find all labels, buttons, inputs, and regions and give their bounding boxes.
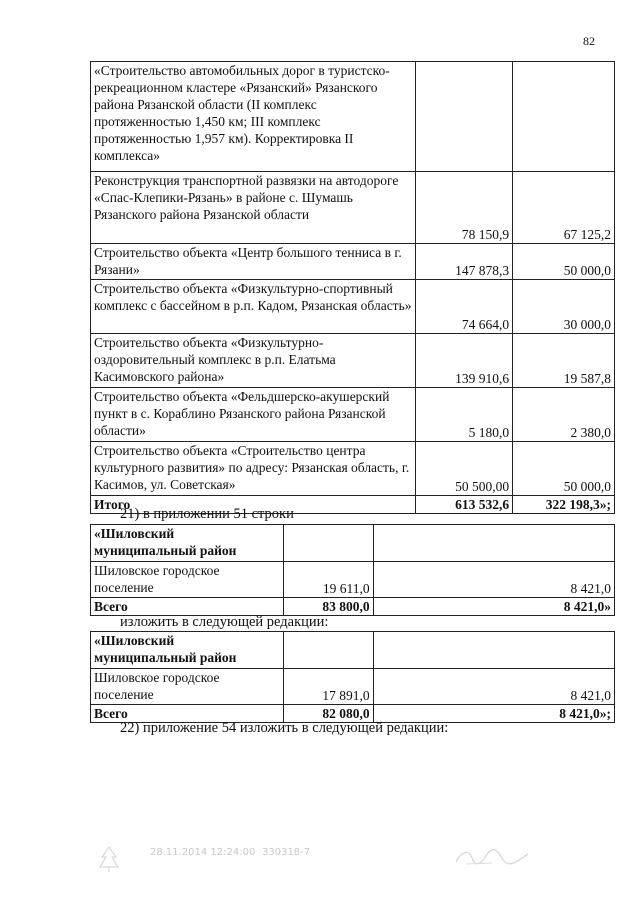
district-header: «Шиловский муниципальный район [91, 525, 284, 562]
value-cell-1: 19 611,0 [283, 562, 373, 598]
total-value-1: 613 532,6 [416, 496, 513, 514]
table-row [91, 562, 615, 598]
total-label: Итого [91, 496, 416, 514]
value-cell-2: 50 000,0 [513, 244, 615, 280]
footer-code: 330318-7 [262, 847, 311, 858]
table-row [91, 172, 615, 244]
object-name-cell: Строительство объекта «Физкультурно-оздоровительный комплекс в р.п. Елатьма Касимовского района» [91, 334, 416, 388]
value-cell-2: 67 125,2 [513, 172, 615, 244]
paragraph-21: 21) в приложении 51 строки [120, 506, 294, 522]
object-name-cell: Строительство объекта «Строительство центра культурного развития» по адресу: Рязанская область, г. Касимов, ул. Советская» [91, 442, 416, 496]
appendix-table-main [90, 61, 615, 514]
settlement-name: Шиловское городское поселение [91, 562, 284, 598]
value-cell-2: 19 587,8 [513, 334, 615, 388]
table-header-row [91, 632, 615, 669]
value-cell-2: 30 000,0 [513, 280, 615, 334]
footer-date: 28.11.2014 12:24:00 [150, 847, 256, 858]
table-header-row [91, 525, 615, 562]
value-cell-1: 147 878,3 [416, 244, 513, 280]
value-cell-1: 139 910,6 [416, 334, 513, 388]
object-name-cell: «Строительство автомобильных дорог в туристско-рекреационном кластере «Рязанский» Рязанского района Рязанской области (II комплекс протяженностью 1,450 км; III комплекс протяженностью 1,957 км). Корректировка II комплекса» [91, 62, 416, 172]
value-cell-1: 50 500,00 [416, 442, 513, 496]
value-cell-2: 2 380,0 [513, 388, 615, 442]
empty-cell [283, 525, 373, 562]
table-row [91, 62, 615, 172]
object-name-cell: Реконструкция транспортной развязки на автодороге «Спас-Клепики-Рязань» в районе с. Шумашь Рязанского района Рязанской области [91, 172, 416, 244]
object-name-cell: Строительство объекта «Фельдшерско-акушерский пункт в с. Кораблино Рязанского района Рязанской области» [91, 388, 416, 442]
signature-mark [452, 844, 532, 870]
value-cell-1: 17 891,0 [283, 669, 373, 705]
value-cell-2: 8 421,0 [373, 562, 614, 598]
table-row [91, 280, 615, 334]
district-header: «Шиловский муниципальный район [91, 632, 284, 669]
total-label: Всего [91, 705, 284, 723]
total-value-2: 8 421,0»; [373, 705, 614, 723]
table-row [91, 388, 615, 442]
value-cell-1: 5 180,0 [416, 388, 513, 442]
table-after-edit [90, 631, 615, 723]
table-total-row [91, 598, 615, 616]
paragraph-edit: изложить в следующей редакции: [120, 614, 329, 630]
total-value-1: 82 080,0 [283, 705, 373, 723]
table-before-edit [90, 524, 615, 616]
object-name-cell: Строительство объекта «Центр большого тенниса в г. Рязани» [91, 244, 416, 280]
empty-cell [373, 632, 614, 669]
table-row [91, 669, 615, 705]
table-row [91, 244, 615, 280]
table-row [91, 334, 615, 388]
total-value-2: 322 198,3»; [513, 496, 615, 514]
total-label: Всего [91, 598, 284, 616]
empty-cell [283, 632, 373, 669]
value-cell-1: 78 150,9 [416, 172, 513, 244]
empty-cell [373, 525, 614, 562]
total-value-2: 8 421,0» [373, 598, 614, 616]
table-row [91, 442, 615, 496]
value-cell-2: 8 421,0 [373, 669, 614, 705]
stamp-mark [96, 845, 122, 873]
paragraph-22: 22) приложение 54 изложить в следующей редакции: [120, 720, 449, 736]
object-name-cell: Строительство объекта «Физкультурно-спортивный комплекс с бассейном в р.п. Кадом, Рязанская область» [91, 280, 416, 334]
page-number: 82 [583, 34, 595, 48]
settlement-name: Шиловское городское поселение [91, 669, 284, 705]
value-cell-2: 50 000,0 [513, 442, 615, 496]
value-cell-2 [513, 62, 615, 172]
total-value-1: 83 800,0 [283, 598, 373, 616]
value-cell-1 [416, 62, 513, 172]
value-cell-1: 74 664,0 [416, 280, 513, 334]
